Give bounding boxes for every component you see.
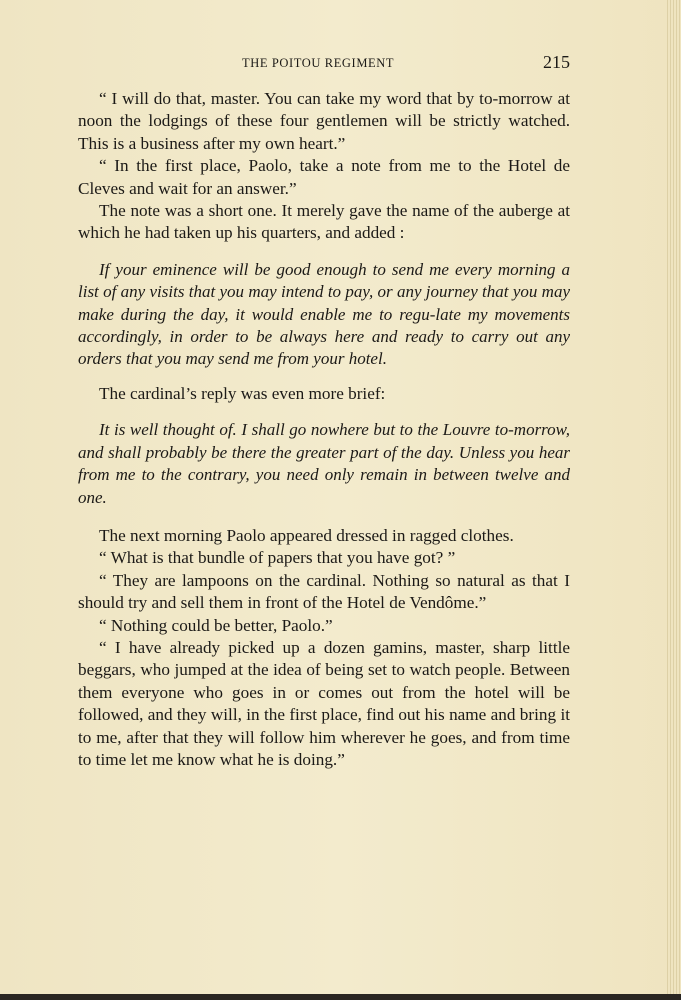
letter-quote: If your eminence will be good enough to send me every morning a list of any visits that you may intend to pay, or any journey that you may make during the day, it would enable me to regu-late my movements accordingly, in order to be always here and ready to carry out any orders that you may send me from your hotel. [78,259,570,369]
page-shadow [0,994,681,1000]
paragraph: “ I have already picked up a dozen gamins, master, sharp little beggars, who jumped at the idea of being set to watch people. Between them everyone who goes in or comes out from the hotel will be followed, and they will, in the first place, find out his name and bring it to me, after that they will follow him wherever he goes, and from time to time let me know what he is doing.” [78,637,570,769]
paragraph: “ I will do that, master. You can take my word that by to-morrow at noon the lodgings of these four gentlemen will be strictly watched. This is a business after my own heart.” [78,89,570,153]
running-head: THE POITOU REGIMENT [242,56,395,70]
paragraph: The cardinal’s reply was even more brief: [99,383,386,403]
letter-reply: It is well thought of. I shall go nowhere but to the Louvre to-morrow, and shall probably be there the greater part of the day. Unless you hear from me to the contrary, you need only remain in between twelve and one. [78,420,570,507]
page-edge [667,0,681,1000]
body-text [78,88,570,771]
paragraph: The note was a short one. It merely gave the name of the auberge at which he had taken up his quarters, and added : [78,201,570,243]
paragraph: “ In the first place, Paolo, take a note from me to the Hotel de Cleves and wait for an answer.” [78,156,570,198]
paragraph: “ Nothing could be better, Paolo.” [99,615,333,635]
page-header [78,52,570,76]
paragraph: “ They are lampoons on the cardinal. Nothing so natural as that I should try and sell them in front of the Hotel de Vendôme.” [78,570,570,613]
paragraph: The next morning Paolo appeared dressed in ragged clothes. [99,525,514,545]
page-number: 215 [543,52,570,72]
paragraph: “ What is that bundle of papers that you have got? ” [99,548,456,568]
